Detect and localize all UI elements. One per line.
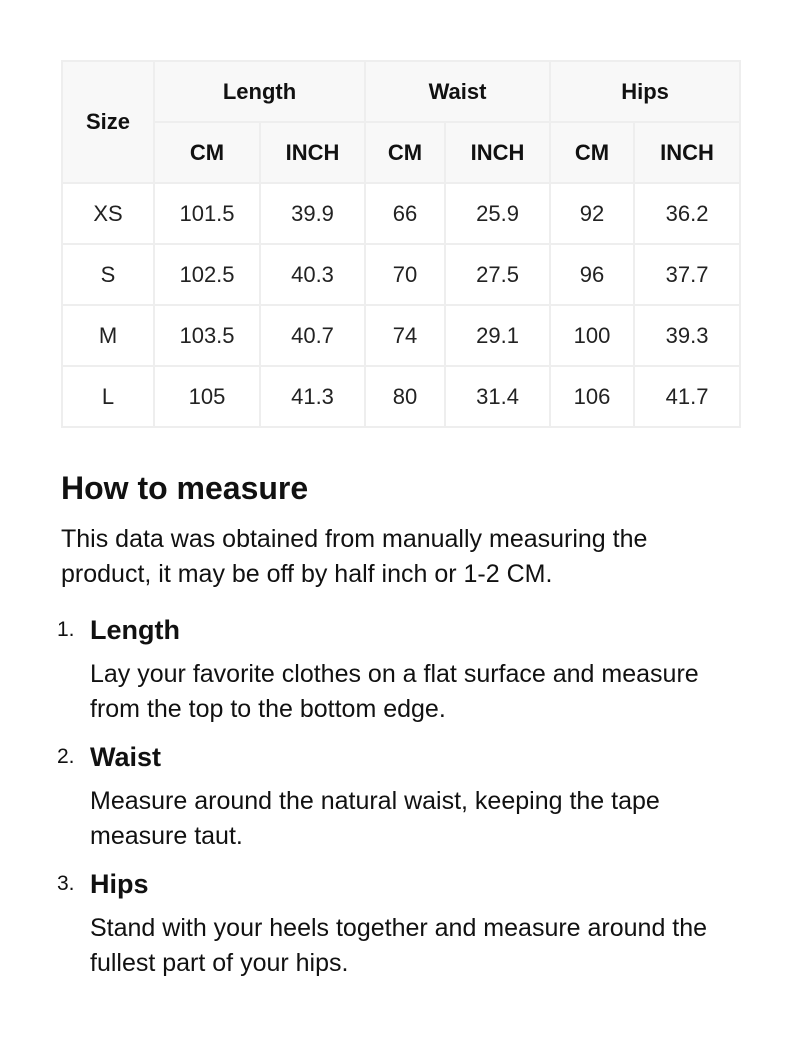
step-title: Waist (90, 742, 162, 772)
unit-header: CM (154, 122, 260, 183)
size-cell: L (62, 366, 154, 427)
table-row (62, 366, 740, 427)
step-description: Lay your favorite clothes on a flat surface and measure from the top to the bottom edge. (90, 660, 699, 723)
unit-header: INCH (445, 122, 550, 183)
size-cell: XS (62, 183, 154, 244)
table-cell: 96 (550, 244, 634, 305)
table-cell: 39.3 (634, 305, 740, 366)
size-chart-table (61, 60, 741, 428)
step-description: Stand with your heels together and measure around the fullest part of your hips. (90, 914, 708, 977)
size-cell: S (62, 244, 154, 305)
size-column-header: Size (62, 61, 154, 183)
measure-intro-text: This data was obtained from manually measuring the product, it may be off by half inch or 1-2 CM. (61, 525, 648, 588)
table-cell: 37.7 (634, 244, 740, 305)
table-cell: 40.7 (260, 305, 365, 366)
table-cell: 29.1 (445, 305, 550, 366)
table-cell: 41.7 (634, 366, 740, 427)
length-group-header: Length (154, 61, 365, 122)
table-cell: 25.9 (445, 183, 550, 244)
table-cell: 70 (365, 244, 445, 305)
table-cell: 101.5 (154, 183, 260, 244)
table-cell: 39.9 (260, 183, 365, 244)
table-cell: 80 (365, 366, 445, 427)
table-header-row-units (62, 122, 740, 183)
table-row (62, 183, 740, 244)
step-number: 2. (57, 745, 75, 768)
table-cell: 31.4 (445, 366, 550, 427)
hips-group-header: Hips (550, 61, 740, 122)
step-title: Hips (90, 869, 149, 899)
size-guide (57, 60, 739, 995)
table-cell: 36.2 (634, 183, 740, 244)
step-title: Length (90, 615, 180, 645)
waist-group-header: Waist (365, 61, 550, 122)
unit-header: INCH (260, 122, 365, 183)
unit-header: CM (365, 122, 445, 183)
step-number: 3. (57, 872, 75, 895)
how-to-measure-heading: How to measure (61, 470, 309, 506)
table-cell: 105 (154, 366, 260, 427)
table-cell: 92 (550, 183, 634, 244)
table-row (62, 244, 740, 305)
table-cell: 103.5 (154, 305, 260, 366)
table-cell: 41.3 (260, 366, 365, 427)
list-item (57, 614, 739, 727)
unit-header: INCH (634, 122, 740, 183)
measure-steps-list (57, 614, 739, 981)
table-cell: 102.5 (154, 244, 260, 305)
table-header-row-groups (62, 61, 740, 122)
step-description: Measure around the natural waist, keeping the tape measure taut. (90, 787, 660, 850)
table-cell: 74 (365, 305, 445, 366)
table-cell: 100 (550, 305, 634, 366)
table-cell: 66 (365, 183, 445, 244)
table-row (62, 305, 740, 366)
table-cell: 27.5 (445, 244, 550, 305)
size-cell: M (62, 305, 154, 366)
step-number: 1. (57, 618, 75, 641)
list-item (57, 741, 739, 854)
list-item (57, 868, 739, 981)
table-cell: 106 (550, 366, 634, 427)
table-cell: 40.3 (260, 244, 365, 305)
unit-header: CM (550, 122, 634, 183)
